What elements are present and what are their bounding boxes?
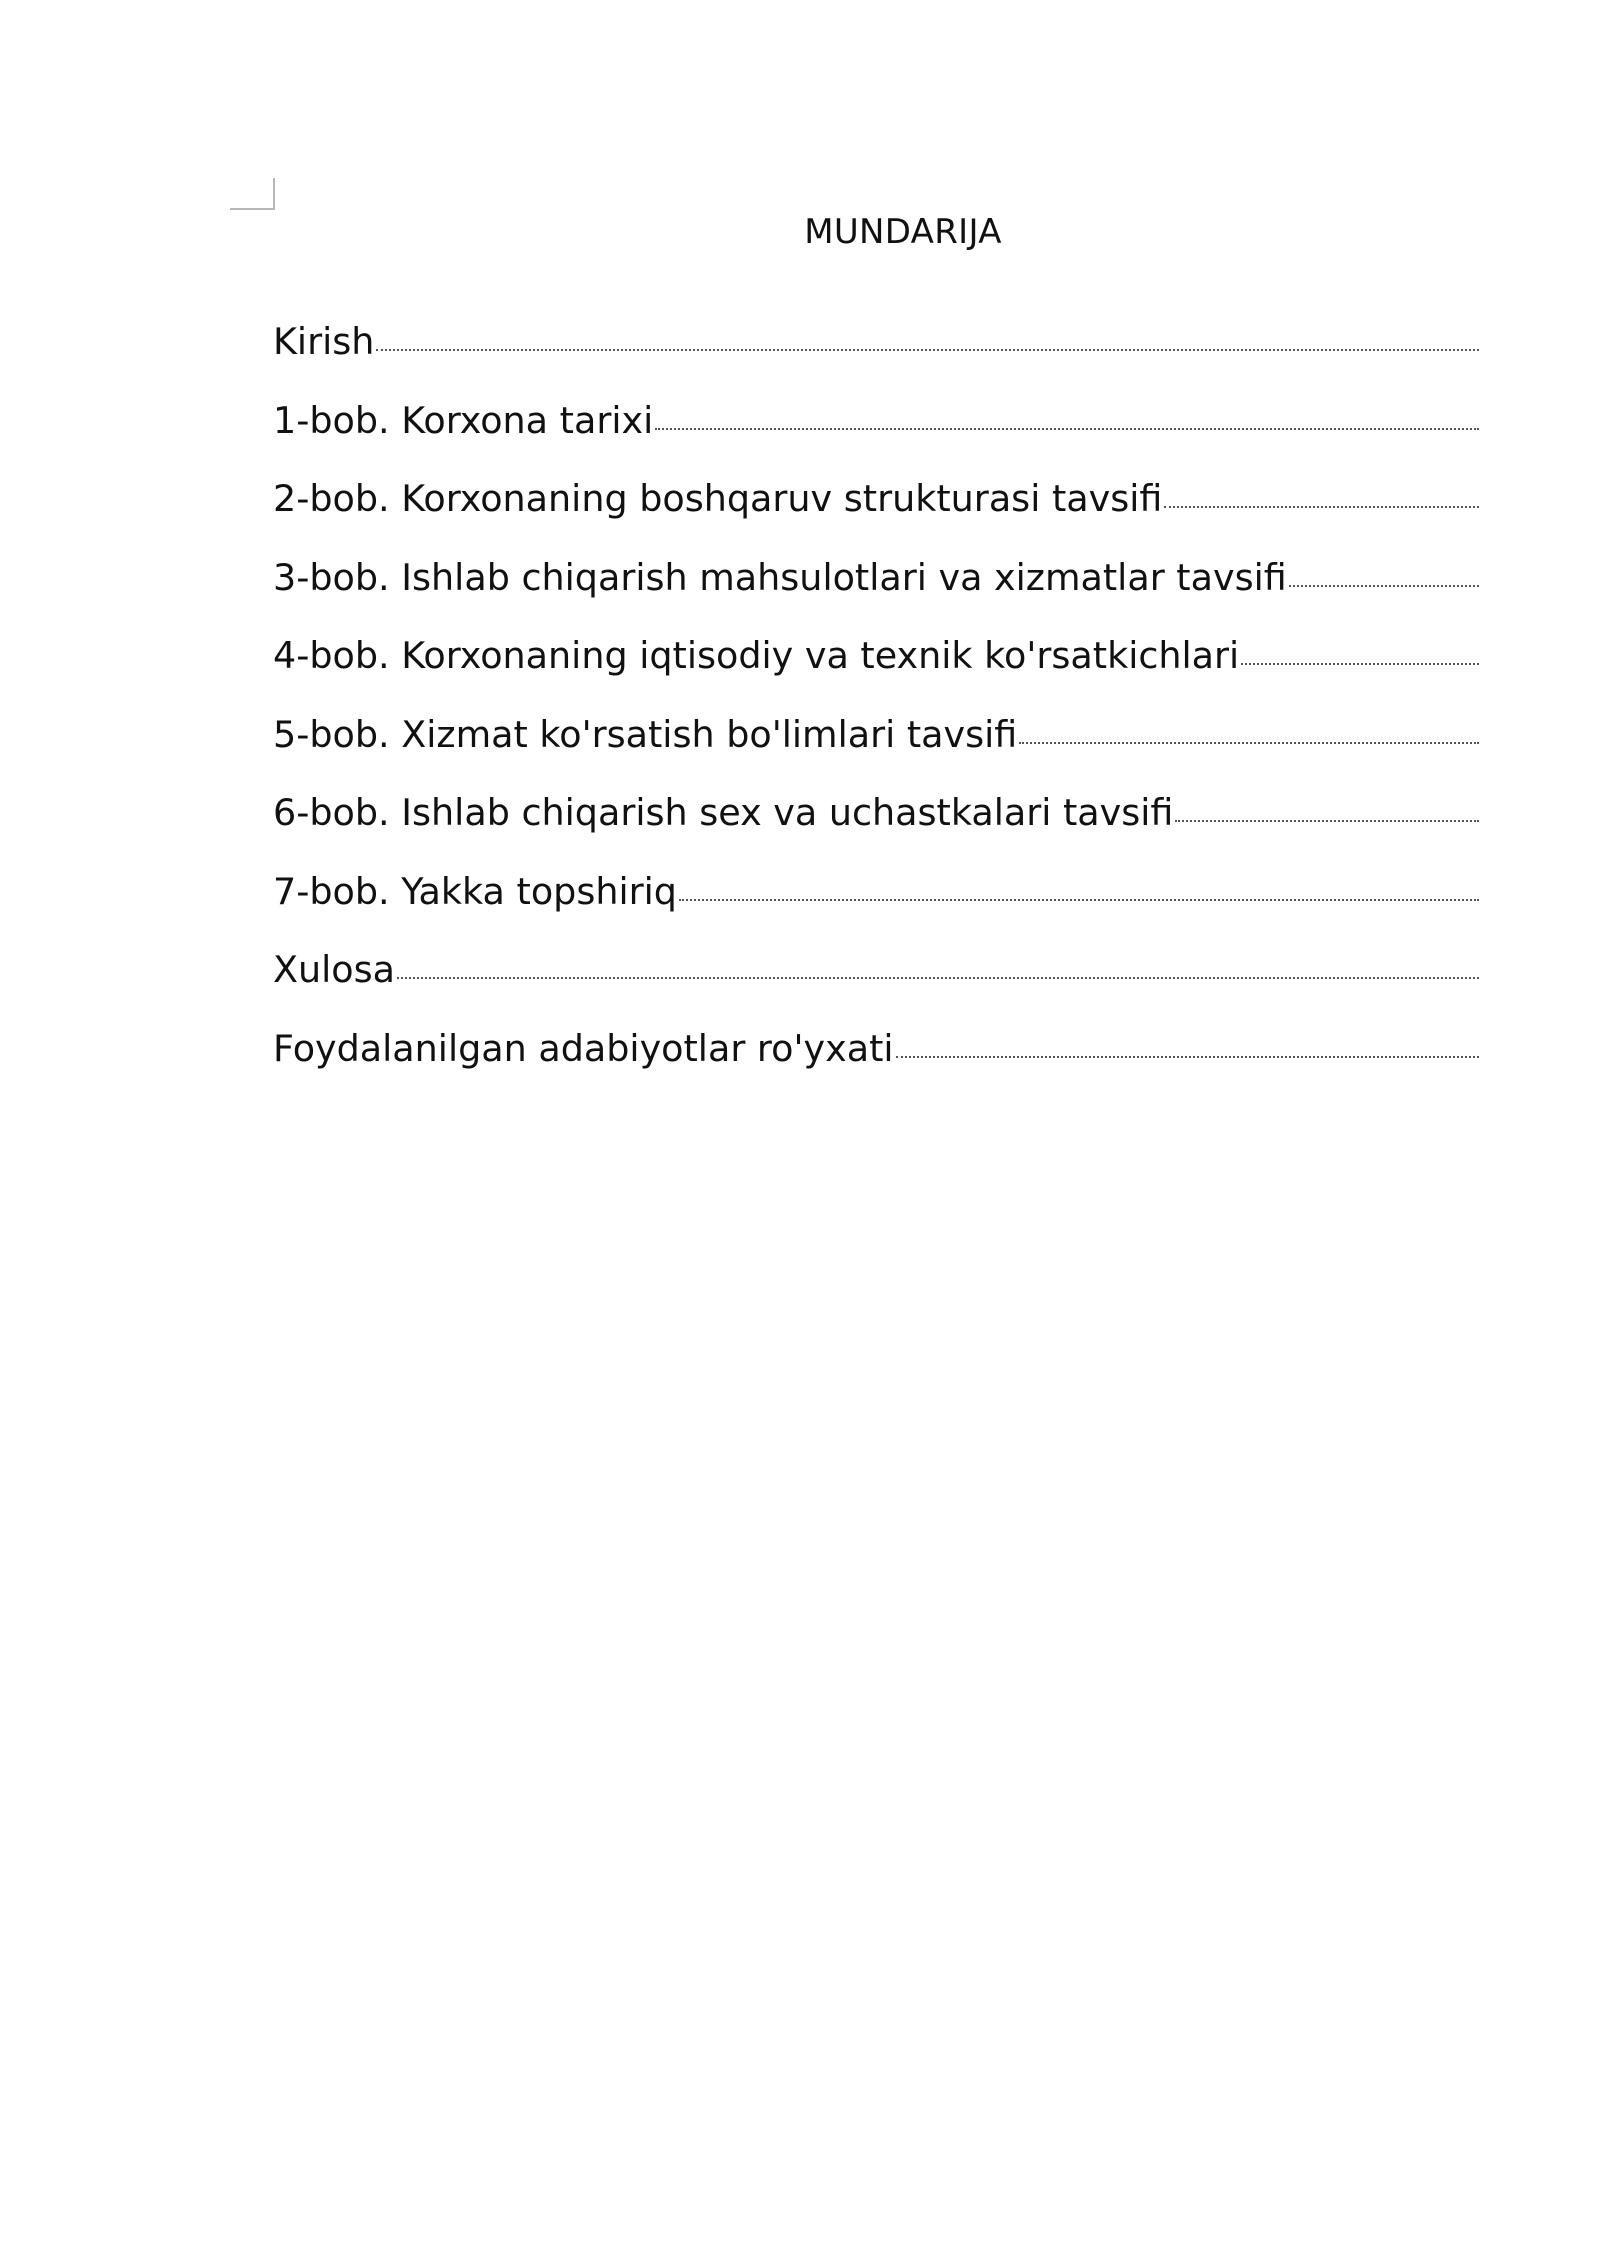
toc-entry-label: 1-bob. Korxona tarixi [273,398,654,442]
toc-dot-leader [679,899,1479,901]
toc-entry-label: 5-bob. Xizmat ko'rsatish bo'limlari tavsifi [273,712,1018,756]
toc-entry[interactable] [273,709,1479,788]
toc-dot-leader [1175,820,1479,822]
toc-entry-label: 6-bob. Ishlab chiqarish sex va uchastkalari tavsifi [273,791,1174,834]
toc-entry[interactable] [273,630,1479,709]
toc-entry[interactable] [273,866,1479,945]
table-of-contents [273,316,1479,1101]
toc-entry-label: 3-bob. Ishlab chiqarish mahsulotlari va xizmatlar tavsifi [273,555,1287,599]
toc-entry[interactable] [273,473,1479,552]
toc-dot-leader [1289,585,1479,587]
toc-dot-leader [655,428,1479,430]
toc-entry-label: 4-bob. Korxonaning iqtisodiy va texnik ko'rsatkichlari [273,634,1240,677]
page-title: MUNDARIJA [804,212,1002,252]
toc-dot-leader [1164,506,1479,508]
toc-entry[interactable] [273,552,1479,631]
toc-dot-leader [1019,742,1479,744]
toc-dot-leader [1241,663,1479,665]
toc-entry-label: 2-bob. Korxonaning boshqaruv strukturasi tavsifi [273,477,1163,520]
toc-dot-leader [397,977,1479,979]
toc-entry[interactable] [273,316,1479,395]
toc-entry-label: Foydalanilgan adabiyotlar ro'yxati [273,1026,894,1070]
toc-entry[interactable] [273,944,1479,1023]
toc-dot-leader [376,349,1479,351]
toc-entry[interactable] [273,1023,1479,1102]
toc-dot-leader [896,1056,1479,1058]
toc-entry[interactable] [273,395,1479,474]
toc-entry[interactable] [273,787,1479,866]
toc-entry-label: 7-bob. Yakka topshiriq [273,869,677,913]
toc-entry-label: Xulosa [273,948,395,991]
toc-entry-label: Kirish [273,320,375,363]
